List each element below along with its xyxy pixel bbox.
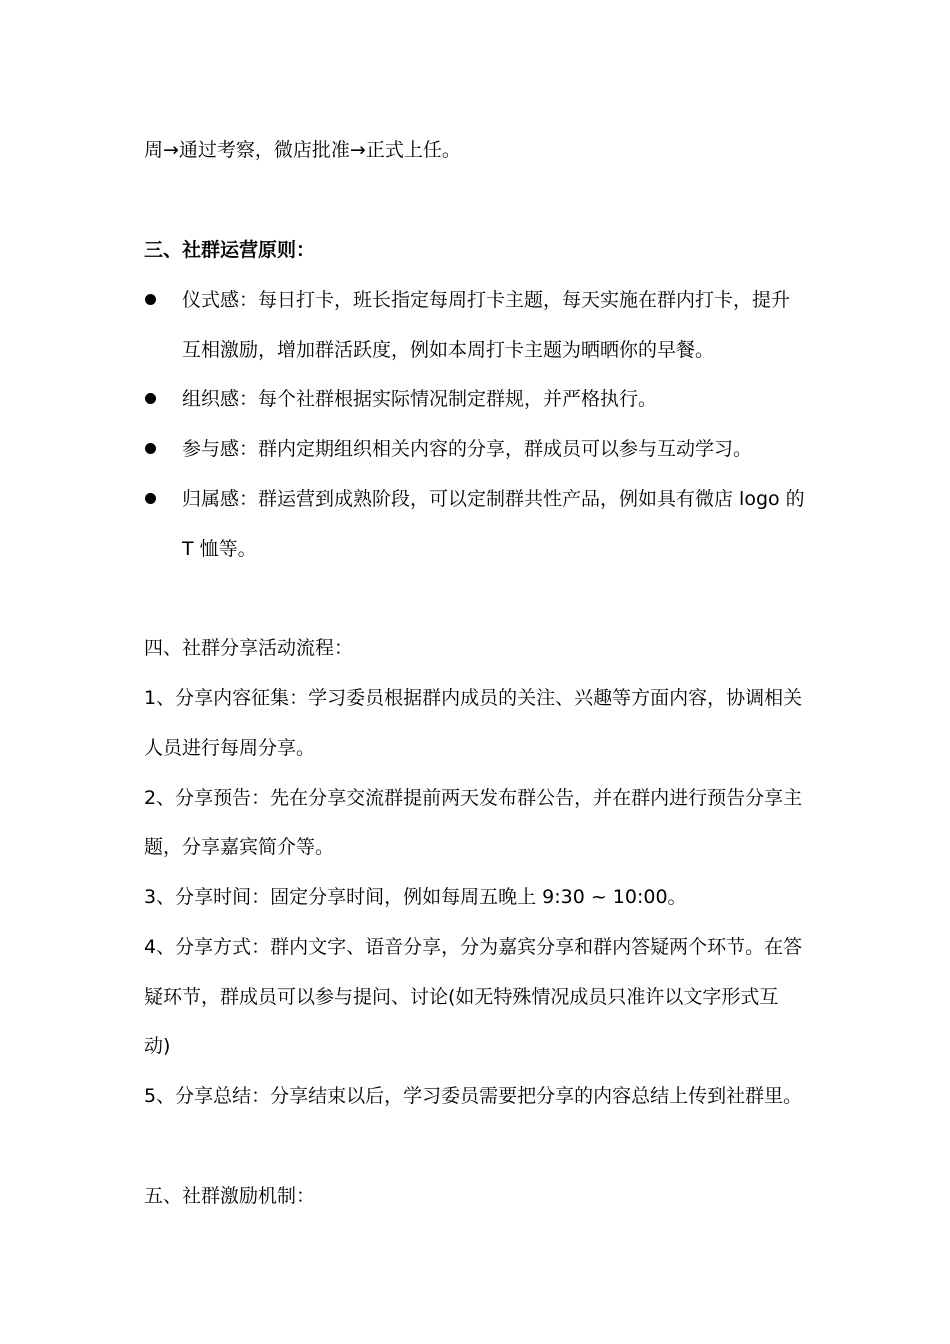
section3-bullet-4-line1: 归属感：群运营到成熟阶段，可以定制群共性产品，例如具有微店 logo 的	[182, 488, 805, 510]
section4-item-2-line2: 题，分享嘉宾简介等。	[144, 836, 335, 858]
section3-bullet-2-line1: 组织感：每个社群根据实际情况制定群规，并严格执行。	[182, 388, 658, 410]
bullet-icon	[145, 443, 156, 454]
section4-heading: 四、社群分享活动流程：	[144, 637, 354, 659]
bullet-icon	[145, 294, 156, 305]
section3-heading: 三、社群运营原则：	[144, 239, 316, 261]
section4-item-2-line1: 2、分享预告：先在分享交流群提前两天发布群公告，并在群内进行预告分享主	[144, 787, 803, 809]
intro-continuation: 周→通过考察，微店批准→正式上任。	[144, 139, 461, 161]
section4-item-1-line2: 人员进行每周分享。	[144, 737, 316, 759]
section4-item-1-line1: 1、分享内容征集：学习委员根据群内成员的关注、兴趣等方面内容，协调相关	[144, 687, 803, 709]
section3-bullet-4-line2: T 恤等。	[182, 538, 257, 560]
section3-bullet-3-line1: 参与感：群内定期组织相关内容的分享，群成员可以参与互动学习。	[182, 438, 753, 460]
bullet-icon	[145, 493, 156, 504]
section4-item-5-line1: 5、分享总结：分享结束以后，学习委员需要把分享的内容总结上传到社群里。	[144, 1085, 803, 1107]
bullet-icon	[145, 393, 156, 404]
section4-item-4-line2: 疑环节，群成员可以参与提问、讨论(如无特殊情况成员只准许以文字形式互	[144, 986, 779, 1008]
section4-item-4-line1: 4、分享方式：群内文字、语音分享，分为嘉宾分享和群内答疑两个环节。在答	[144, 936, 803, 958]
section5-heading: 五、社群激励机制：	[144, 1185, 316, 1207]
section3-bullet-1-line2: 互相激励，增加群活跃度，例如本周打卡主题为晒晒你的早餐。	[182, 339, 715, 361]
section4-item-3-line1: 3、分享时间：固定分享时间，例如每周五晚上 9:30 ~ 10:00。	[144, 886, 687, 908]
section4-item-4-line3: 动)	[144, 1035, 171, 1057]
section3-bullet-1-line1: 仪式感：每日打卡，班长指定每周打卡主题，每天实施在群内打卡，提升	[182, 289, 791, 311]
